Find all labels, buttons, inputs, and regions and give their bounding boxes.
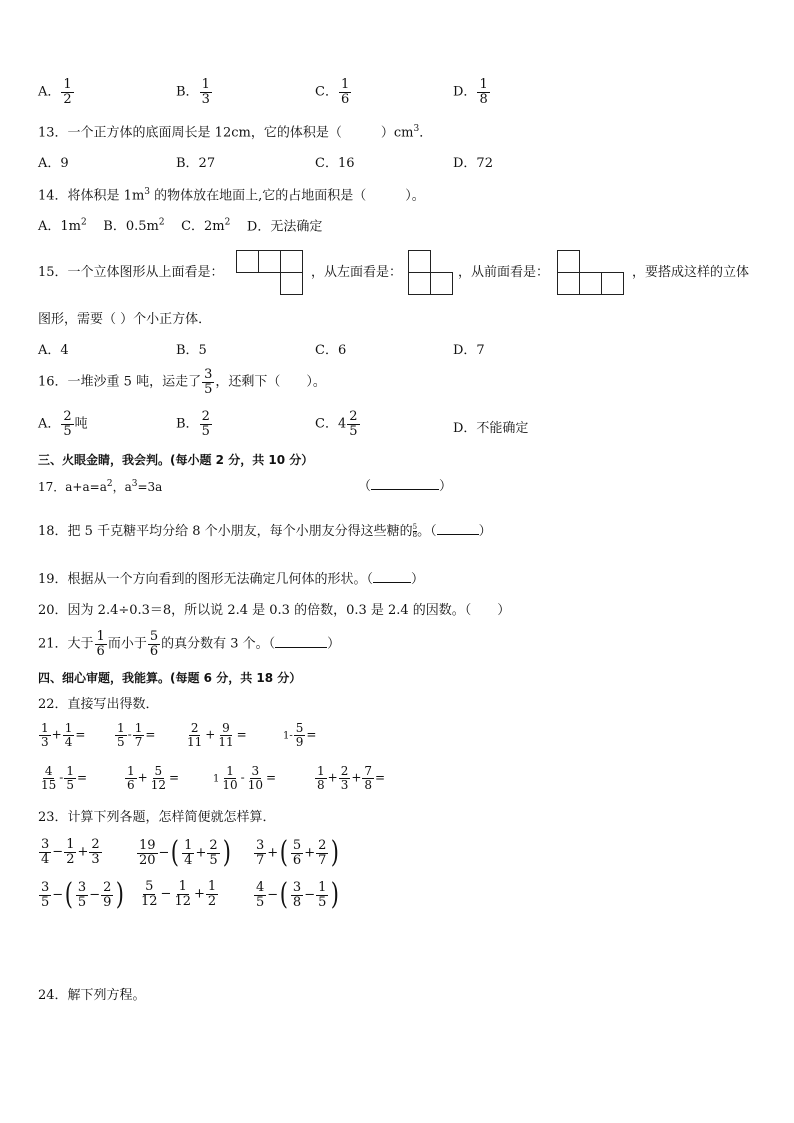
q23-expr-5: $\frac{5}{12}$ − $\frac{1}{12}$ + $\frac{1}{2}$ xyxy=(141,879,217,909)
q16-stem: 16．一堆沙重 5 吨，运走了 $\frac{3}{5}$ ，还剩下（ ）。 xyxy=(38,367,326,397)
q15-stem-part2: ，从左面看是： xyxy=(311,265,403,280)
q13-option-c: C．16 xyxy=(315,156,355,171)
q15-option-b: B．5 xyxy=(176,343,207,358)
q21-answer-blank[interactable] xyxy=(275,647,327,648)
q22-expr-3: $\frac{2}{11}$ + $\frac{9}{11}$ = xyxy=(187,721,247,749)
q13-option-d: D．72 xyxy=(453,156,493,171)
q15-option-a: A．4 xyxy=(38,343,69,358)
q16-option-c: C．4 $\frac{2}{5}$ xyxy=(315,409,358,439)
q15-top-view-figure xyxy=(236,250,303,295)
q13-option-a: A．9 xyxy=(38,156,69,171)
q19-stem: 19．根据从一个方向看到的图形无法确定几何体的形状。（ ） xyxy=(38,572,425,587)
q15-stem-part1: 15．一个立体图形从上面看是： xyxy=(38,265,224,280)
q22-expr-1: $\frac{1}{3}$ + $\frac{1}{4}$ = xyxy=(41,721,86,749)
q12-option-a: A． $\frac{1}{2}$ xyxy=(38,77,72,107)
section-3-heading: 三、火眼金睛，我会判。(每小题 2 分，共 10 分） xyxy=(38,453,314,467)
q12-option-c: C． $\frac{1}{6}$ xyxy=(315,77,350,107)
q14-stem: 14．将体积是 $1m^3$ 的物体放在地面上,它的占地面积是（ ）。 xyxy=(38,187,425,204)
q22-expr-7: 1 $\frac{1}{10}$ - $\frac{3}{10}$ = xyxy=(213,764,277,792)
q15-stem-part4: ，要搭成这样的立体 xyxy=(632,265,750,280)
q15-left-view-figure xyxy=(408,250,453,295)
q18-stem: 18．把 5 千克糖平均分给 8 个小朋友，每个小朋友分得这些糖的 $\frac{5}{8}$ 。（ ） xyxy=(38,523,492,539)
section-4-heading: 四、细心审题，我能算。(每题 6 分，共 18 分） xyxy=(38,671,302,685)
q23-expr-3: $\frac{3}{7}$ +( $\frac{5}{6}$ + $\frac{2}{7}$ ) xyxy=(256,835,340,870)
q21-stem: 21．大于 $\frac{1}{6}$ 而小于 $\frac{5}{6}$ 的真分数有 3 个。（ ） xyxy=(38,629,341,659)
q16-option-b: B． $\frac{2}{5}$ xyxy=(176,409,210,439)
q23-expr-2: $\frac{19}{20}$ −( $\frac{1}{4}$ + $\frac{2}{5}$ ) xyxy=(139,835,231,870)
q22-expr-6: $\frac{1}{6}$ + $\frac{5}{12}$ = xyxy=(127,764,180,792)
q20-stem: 20．因为 2.4÷0.3＝8，所以说 2.4 是 0.3 的倍数，0.3 是 2.4 的因数。（ ） xyxy=(38,603,511,618)
q15-stem-part3: ，从前面看是： xyxy=(458,265,550,280)
q14-options xyxy=(38,218,322,236)
q12-option-b: B． $\frac{1}{3}$ xyxy=(176,77,210,107)
q14-option-d: D．无法确定 xyxy=(246,219,323,235)
q12-option-d: D． $\frac{1}{8}$ xyxy=(453,77,488,107)
q15-stem-line2: 图形，需要（ ）个小正方体． xyxy=(38,312,212,327)
q15-front-view-figure xyxy=(557,250,624,295)
q16-option-a: A． $\frac{2}{5}$ 吨 xyxy=(38,409,88,439)
q14-option-c: C．$2m^2$ xyxy=(181,218,231,235)
q22-title: 22．直接写出得数． xyxy=(38,697,159,712)
q23-expr-4: $\frac{3}{5}$ −( $\frac{3}{5}$ − $\frac{2}{9}$ ) xyxy=(41,877,125,912)
q22-expr-4: 1- $\frac{5}{9}$ = xyxy=(283,721,317,749)
q18-answer-blank[interactable] xyxy=(437,534,479,535)
q22-expr-2: $\frac{1}{5}$ - $\frac{1}{7}$ = xyxy=(117,721,156,749)
q23-expr-6: $\frac{4}{5}$ −( $\frac{3}{8}$ − $\frac{1}{5}$ ) xyxy=(256,877,340,912)
q22-expr-5: $\frac{4}{15}$ - $\frac{1}{5}$ = xyxy=(41,764,88,792)
q16-option-d: D．不能确定 xyxy=(453,421,529,436)
q14-option-a: A．$1m^2$ xyxy=(38,218,87,235)
q22-expr-8: $\frac{1}{8}$ + $\frac{2}{3}$ + $\frac{7}{8}$ = xyxy=(317,764,386,792)
q17-answer-blank[interactable]: （ ） xyxy=(358,479,453,494)
q13-option-b: B．27 xyxy=(176,156,216,171)
q13-stem: 13．一个正方体的底面周长是 12cm，它的体积是（ ）$cm^3$． xyxy=(38,124,433,141)
q19-answer-blank[interactable] xyxy=(373,582,411,583)
q23-title: 23．计算下列各题，怎样简便就怎样算． xyxy=(38,810,276,825)
q15-option-c: C．6 xyxy=(315,343,347,358)
q14-option-b: B．$0.5m^2$ xyxy=(103,218,165,235)
q24-title: 24．解下列方程。 xyxy=(38,988,146,1003)
q15-option-d: D．7 xyxy=(453,343,485,358)
q17-stem: 17．$a+a=a^2$，$a^3=3a$ xyxy=(38,479,163,494)
q23-expr-1: $\frac{3}{4}$ − $\frac{1}{2}$ + $\frac{2}{3}$ xyxy=(41,837,100,867)
